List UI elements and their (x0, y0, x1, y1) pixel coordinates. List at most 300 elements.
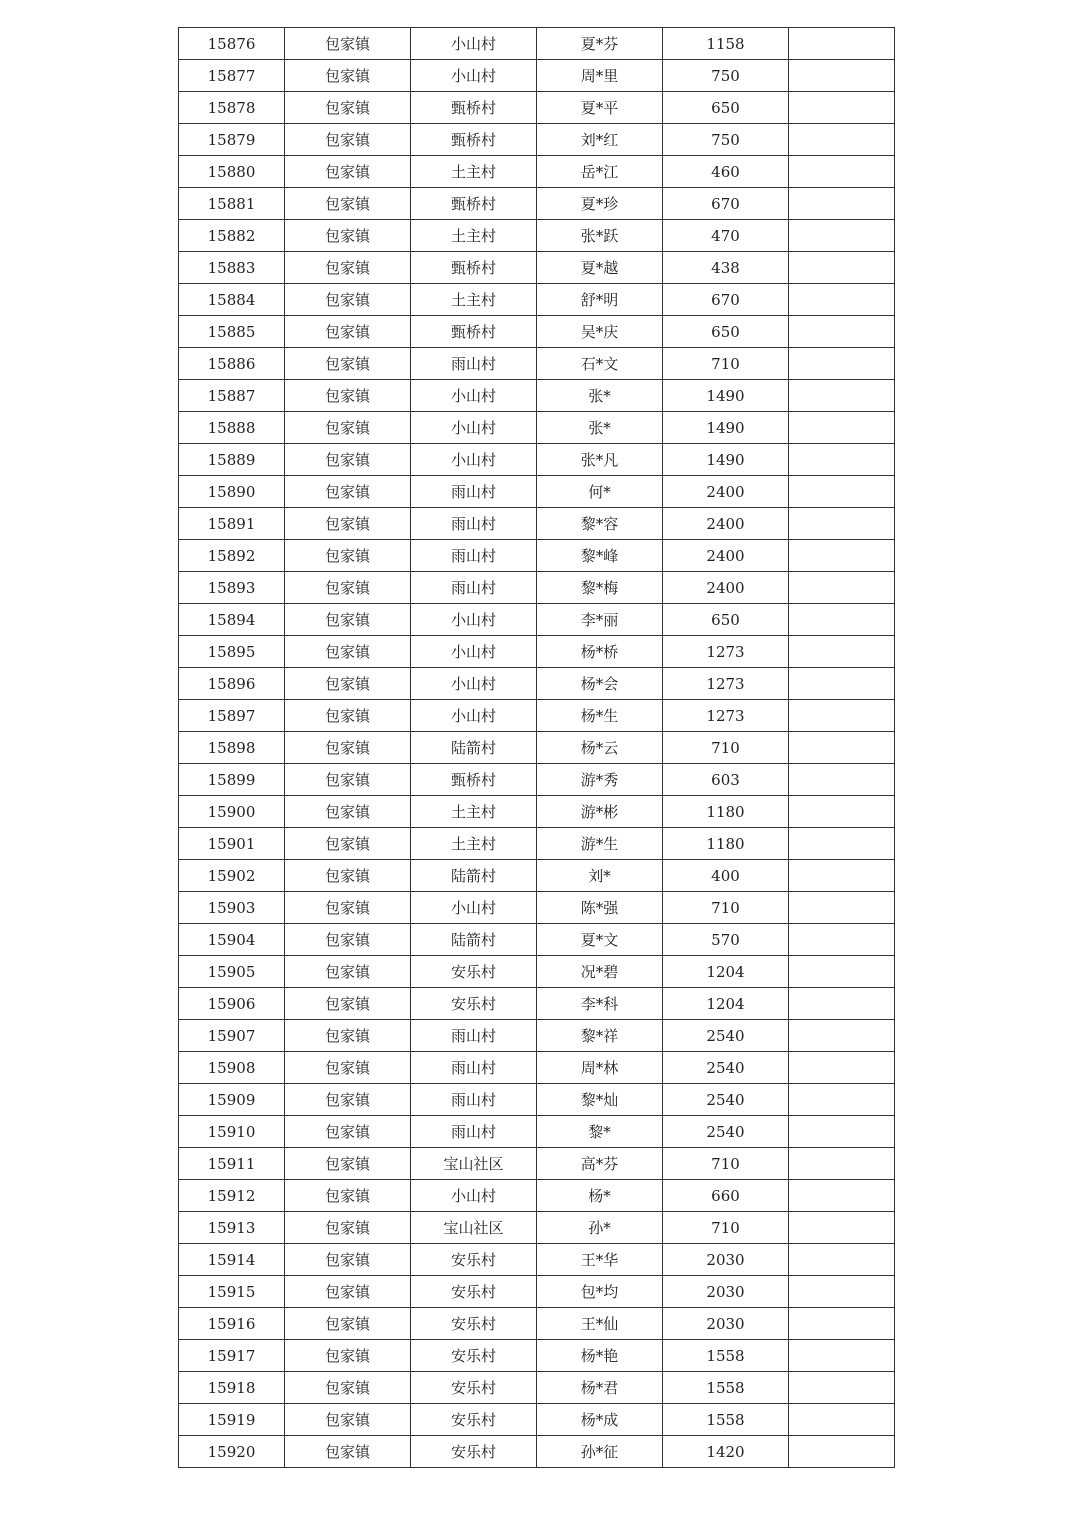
table-row (179, 156, 895, 188)
town-cell: 包家镇 (285, 572, 411, 604)
table-row (179, 1372, 895, 1404)
name-cell: 黎*峰 (537, 540, 663, 572)
name-cell: 吴*庆 (537, 316, 663, 348)
name-cell: 周*林 (537, 1052, 663, 1084)
village-cell: 安乐村 (411, 1244, 537, 1276)
amount-cell: 470 (663, 220, 789, 252)
serial-number-cell: 15909 (179, 1084, 285, 1116)
town-cell: 包家镇 (285, 316, 411, 348)
name-cell: 杨*生 (537, 700, 663, 732)
serial-number-cell: 15902 (179, 860, 285, 892)
serial-number-cell: 15885 (179, 316, 285, 348)
amount-cell: 2030 (663, 1308, 789, 1340)
table-row (179, 220, 895, 252)
name-cell: 夏*文 (537, 924, 663, 956)
table-row (179, 1404, 895, 1436)
remark-cell (789, 284, 895, 316)
village-cell: 小山村 (411, 60, 537, 92)
town-cell: 包家镇 (285, 1084, 411, 1116)
town-cell: 包家镇 (285, 60, 411, 92)
village-cell: 甄桥村 (411, 764, 537, 796)
serial-number-cell: 15892 (179, 540, 285, 572)
name-cell: 陈*强 (537, 892, 663, 924)
name-cell: 刘*红 (537, 124, 663, 156)
amount-cell: 570 (663, 924, 789, 956)
table-row (179, 508, 895, 540)
amount-cell: 1558 (663, 1340, 789, 1372)
village-cell: 安乐村 (411, 1436, 537, 1468)
name-cell: 黎*灿 (537, 1084, 663, 1116)
serial-number-cell: 15896 (179, 668, 285, 700)
name-cell: 杨* (537, 1180, 663, 1212)
serial-number-cell: 15919 (179, 1404, 285, 1436)
name-cell: 包*均 (537, 1276, 663, 1308)
amount-cell: 2540 (663, 1052, 789, 1084)
table-row (179, 476, 895, 508)
remark-cell (789, 540, 895, 572)
town-cell: 包家镇 (285, 540, 411, 572)
table-row (179, 700, 895, 732)
amount-cell: 1204 (663, 988, 789, 1020)
table-row (179, 604, 895, 636)
amount-cell: 1558 (663, 1372, 789, 1404)
name-cell: 黎*祥 (537, 1020, 663, 1052)
table-row (179, 124, 895, 156)
remark-cell (789, 796, 895, 828)
village-cell: 甄桥村 (411, 92, 537, 124)
amount-cell: 660 (663, 1180, 789, 1212)
amount-cell: 1420 (663, 1436, 789, 1468)
table-row (179, 28, 895, 60)
village-cell: 小山村 (411, 444, 537, 476)
table-row (179, 1340, 895, 1372)
table-row (179, 764, 895, 796)
table-row (179, 188, 895, 220)
serial-number-cell: 15879 (179, 124, 285, 156)
town-cell: 包家镇 (285, 732, 411, 764)
name-cell: 高*芬 (537, 1148, 663, 1180)
town-cell: 包家镇 (285, 892, 411, 924)
serial-number-cell: 15914 (179, 1244, 285, 1276)
village-cell: 土主村 (411, 220, 537, 252)
village-cell: 陆箭村 (411, 924, 537, 956)
name-cell: 舒*明 (537, 284, 663, 316)
remark-cell (789, 988, 895, 1020)
remark-cell (789, 1148, 895, 1180)
name-cell: 黎*梅 (537, 572, 663, 604)
amount-cell: 438 (663, 252, 789, 284)
village-cell: 雨山村 (411, 1052, 537, 1084)
amount-cell: 2540 (663, 1084, 789, 1116)
village-cell: 小山村 (411, 380, 537, 412)
town-cell: 包家镇 (285, 700, 411, 732)
town-cell: 包家镇 (285, 1180, 411, 1212)
table-row (179, 924, 895, 956)
town-cell: 包家镇 (285, 1340, 411, 1372)
serial-number-cell: 15907 (179, 1020, 285, 1052)
serial-number-cell: 15912 (179, 1180, 285, 1212)
serial-number-cell: 15915 (179, 1276, 285, 1308)
amount-cell: 603 (663, 764, 789, 796)
table-row (179, 1020, 895, 1052)
table-row (179, 1244, 895, 1276)
remark-cell (789, 1116, 895, 1148)
name-cell: 孙*征 (537, 1436, 663, 1468)
town-cell: 包家镇 (285, 476, 411, 508)
name-cell: 夏*珍 (537, 188, 663, 220)
village-cell: 雨山村 (411, 348, 537, 380)
serial-number-cell: 15908 (179, 1052, 285, 1084)
name-cell: 刘* (537, 860, 663, 892)
town-cell: 包家镇 (285, 1244, 411, 1276)
village-cell: 小山村 (411, 636, 537, 668)
serial-number-cell: 15903 (179, 892, 285, 924)
amount-cell: 750 (663, 60, 789, 92)
serial-number-cell: 15877 (179, 60, 285, 92)
serial-number-cell: 15891 (179, 508, 285, 540)
village-cell: 甄桥村 (411, 124, 537, 156)
remark-cell (789, 156, 895, 188)
name-cell: 况*碧 (537, 956, 663, 988)
name-cell: 黎* (537, 1116, 663, 1148)
village-cell: 安乐村 (411, 1340, 537, 1372)
serial-number-cell: 15897 (179, 700, 285, 732)
serial-number-cell: 15906 (179, 988, 285, 1020)
town-cell: 包家镇 (285, 156, 411, 188)
town-cell: 包家镇 (285, 1404, 411, 1436)
amount-cell: 670 (663, 284, 789, 316)
amount-cell: 2400 (663, 540, 789, 572)
village-cell: 小山村 (411, 412, 537, 444)
remark-cell (789, 380, 895, 412)
amount-cell: 460 (663, 156, 789, 188)
village-cell: 宝山社区 (411, 1148, 537, 1180)
table-row (179, 1308, 895, 1340)
amount-cell: 2540 (663, 1116, 789, 1148)
village-cell: 小山村 (411, 604, 537, 636)
name-cell: 周*里 (537, 60, 663, 92)
table-row (179, 1116, 895, 1148)
remark-cell (789, 956, 895, 988)
village-cell: 安乐村 (411, 956, 537, 988)
town-cell: 包家镇 (285, 92, 411, 124)
town-cell: 包家镇 (285, 828, 411, 860)
serial-number-cell: 15876 (179, 28, 285, 60)
town-cell: 包家镇 (285, 124, 411, 156)
name-cell: 何* (537, 476, 663, 508)
name-cell: 孙* (537, 1212, 663, 1244)
village-cell: 雨山村 (411, 540, 537, 572)
table-row (179, 956, 895, 988)
remark-cell (789, 828, 895, 860)
table-row (179, 732, 895, 764)
amount-cell: 1490 (663, 412, 789, 444)
amount-cell: 650 (663, 604, 789, 636)
remark-cell (789, 700, 895, 732)
name-cell: 夏*越 (537, 252, 663, 284)
amount-cell: 710 (663, 1148, 789, 1180)
remark-cell (789, 1436, 895, 1468)
serial-number-cell: 15910 (179, 1116, 285, 1148)
table-row (179, 1148, 895, 1180)
name-cell: 岳*江 (537, 156, 663, 188)
table-row (179, 860, 895, 892)
serial-number-cell: 15889 (179, 444, 285, 476)
village-cell: 土主村 (411, 796, 537, 828)
remark-cell (789, 252, 895, 284)
town-cell: 包家镇 (285, 988, 411, 1020)
town-cell: 包家镇 (285, 924, 411, 956)
serial-number-cell: 15883 (179, 252, 285, 284)
table-row (179, 636, 895, 668)
serial-number-cell: 15920 (179, 1436, 285, 1468)
name-cell: 杨*君 (537, 1372, 663, 1404)
town-cell: 包家镇 (285, 284, 411, 316)
town-cell: 包家镇 (285, 380, 411, 412)
name-cell: 游*秀 (537, 764, 663, 796)
serial-number-cell: 15880 (179, 156, 285, 188)
village-cell: 安乐村 (411, 1276, 537, 1308)
remark-cell (789, 28, 895, 60)
name-cell: 杨*艳 (537, 1340, 663, 1372)
remark-cell (789, 1308, 895, 1340)
serial-number-cell: 15899 (179, 764, 285, 796)
town-cell: 包家镇 (285, 444, 411, 476)
serial-number-cell: 15882 (179, 220, 285, 252)
table-row (179, 348, 895, 380)
village-cell: 土主村 (411, 828, 537, 860)
serial-number-cell: 15893 (179, 572, 285, 604)
amount-cell: 710 (663, 1212, 789, 1244)
name-cell: 张*跃 (537, 220, 663, 252)
table-row (179, 1276, 895, 1308)
remark-cell (789, 1084, 895, 1116)
serial-number-cell: 15881 (179, 188, 285, 220)
serial-number-cell: 15911 (179, 1148, 285, 1180)
remark-cell (789, 348, 895, 380)
amount-cell: 650 (663, 92, 789, 124)
town-cell: 包家镇 (285, 508, 411, 540)
table-row (179, 1052, 895, 1084)
table-row (179, 540, 895, 572)
remark-cell (789, 476, 895, 508)
serial-number-cell: 15901 (179, 828, 285, 860)
table-row (179, 380, 895, 412)
name-cell: 黎*容 (537, 508, 663, 540)
table-row (179, 796, 895, 828)
town-cell: 包家镇 (285, 668, 411, 700)
name-cell: 夏*平 (537, 92, 663, 124)
table-row (179, 1084, 895, 1116)
table-row (179, 252, 895, 284)
serial-number-cell: 15887 (179, 380, 285, 412)
amount-cell: 2400 (663, 572, 789, 604)
table-row (179, 1212, 895, 1244)
serial-number-cell: 15884 (179, 284, 285, 316)
remark-cell (789, 60, 895, 92)
name-cell: 王*仙 (537, 1308, 663, 1340)
serial-number-cell: 15878 (179, 92, 285, 124)
amount-cell: 710 (663, 892, 789, 924)
remark-cell (789, 892, 895, 924)
village-cell: 土主村 (411, 156, 537, 188)
remark-cell (789, 188, 895, 220)
table-row (179, 828, 895, 860)
remark-cell (789, 860, 895, 892)
remark-cell (789, 604, 895, 636)
amount-cell: 1204 (663, 956, 789, 988)
name-cell: 杨*云 (537, 732, 663, 764)
remark-cell (789, 412, 895, 444)
name-cell: 游*彬 (537, 796, 663, 828)
amount-cell: 710 (663, 348, 789, 380)
town-cell: 包家镇 (285, 1212, 411, 1244)
roster-table-body (179, 28, 895, 1468)
village-cell: 雨山村 (411, 508, 537, 540)
village-cell: 安乐村 (411, 1404, 537, 1436)
amount-cell: 670 (663, 188, 789, 220)
village-cell: 土主村 (411, 284, 537, 316)
village-cell: 小山村 (411, 700, 537, 732)
village-cell: 小山村 (411, 892, 537, 924)
remark-cell (789, 1020, 895, 1052)
table-row (179, 444, 895, 476)
name-cell: 李*丽 (537, 604, 663, 636)
village-cell: 甄桥村 (411, 316, 537, 348)
serial-number-cell: 15905 (179, 956, 285, 988)
name-cell: 王*华 (537, 1244, 663, 1276)
serial-number-cell: 15888 (179, 412, 285, 444)
amount-cell: 1158 (663, 28, 789, 60)
amount-cell: 2400 (663, 508, 789, 540)
amount-cell: 1558 (663, 1404, 789, 1436)
amount-cell: 1490 (663, 380, 789, 412)
town-cell: 包家镇 (285, 796, 411, 828)
village-cell: 雨山村 (411, 1116, 537, 1148)
table-row (179, 668, 895, 700)
amount-cell: 1273 (663, 636, 789, 668)
amount-cell: 1180 (663, 796, 789, 828)
remark-cell (789, 1276, 895, 1308)
name-cell: 张*凡 (537, 444, 663, 476)
amount-cell: 2400 (663, 476, 789, 508)
town-cell: 包家镇 (285, 348, 411, 380)
name-cell: 杨*会 (537, 668, 663, 700)
town-cell: 包家镇 (285, 1148, 411, 1180)
serial-number-cell: 15894 (179, 604, 285, 636)
remark-cell (789, 764, 895, 796)
serial-number-cell: 15918 (179, 1372, 285, 1404)
remark-cell (789, 1212, 895, 1244)
table-row (179, 60, 895, 92)
amount-cell: 2540 (663, 1020, 789, 1052)
town-cell: 包家镇 (285, 1308, 411, 1340)
table-row (179, 92, 895, 124)
village-cell: 陆箭村 (411, 732, 537, 764)
town-cell: 包家镇 (285, 252, 411, 284)
village-cell: 小山村 (411, 1180, 537, 1212)
town-cell: 包家镇 (285, 1276, 411, 1308)
serial-number-cell: 15895 (179, 636, 285, 668)
remark-cell (789, 1404, 895, 1436)
remark-cell (789, 444, 895, 476)
remark-cell (789, 636, 895, 668)
remark-cell (789, 1052, 895, 1084)
table-row (179, 316, 895, 348)
remark-cell (789, 1372, 895, 1404)
name-cell: 李*科 (537, 988, 663, 1020)
village-cell: 安乐村 (411, 988, 537, 1020)
name-cell: 张* (537, 412, 663, 444)
town-cell: 包家镇 (285, 636, 411, 668)
amount-cell: 750 (663, 124, 789, 156)
remark-cell (789, 924, 895, 956)
town-cell: 包家镇 (285, 860, 411, 892)
name-cell: 夏*芬 (537, 28, 663, 60)
village-cell: 甄桥村 (411, 252, 537, 284)
remark-cell (789, 1340, 895, 1372)
amount-cell: 1273 (663, 668, 789, 700)
roster-table (178, 27, 895, 1468)
name-cell: 杨*成 (537, 1404, 663, 1436)
amount-cell: 400 (663, 860, 789, 892)
name-cell: 张* (537, 380, 663, 412)
serial-number-cell: 15886 (179, 348, 285, 380)
amount-cell: 710 (663, 732, 789, 764)
remark-cell (789, 316, 895, 348)
town-cell: 包家镇 (285, 1116, 411, 1148)
serial-number-cell: 15917 (179, 1340, 285, 1372)
amount-cell: 2030 (663, 1244, 789, 1276)
remark-cell (789, 732, 895, 764)
amount-cell: 1180 (663, 828, 789, 860)
village-cell: 安乐村 (411, 1372, 537, 1404)
table-row (179, 1180, 895, 1212)
village-cell: 甄桥村 (411, 188, 537, 220)
serial-number-cell: 15916 (179, 1308, 285, 1340)
amount-cell: 1273 (663, 700, 789, 732)
village-cell: 陆箭村 (411, 860, 537, 892)
amount-cell: 2030 (663, 1276, 789, 1308)
village-cell: 小山村 (411, 668, 537, 700)
village-cell: 安乐村 (411, 1308, 537, 1340)
serial-number-cell: 15890 (179, 476, 285, 508)
town-cell: 包家镇 (285, 1372, 411, 1404)
table-row (179, 1436, 895, 1468)
town-cell: 包家镇 (285, 412, 411, 444)
town-cell: 包家镇 (285, 604, 411, 636)
village-cell: 小山村 (411, 28, 537, 60)
table-row (179, 988, 895, 1020)
remark-cell (789, 1244, 895, 1276)
town-cell: 包家镇 (285, 1052, 411, 1084)
village-cell: 雨山村 (411, 572, 537, 604)
serial-number-cell: 15913 (179, 1212, 285, 1244)
remark-cell (789, 668, 895, 700)
amount-cell: 1490 (663, 444, 789, 476)
name-cell: 杨*桥 (537, 636, 663, 668)
town-cell: 包家镇 (285, 1436, 411, 1468)
village-cell: 宝山社区 (411, 1212, 537, 1244)
remark-cell (789, 1180, 895, 1212)
remark-cell (789, 572, 895, 604)
village-cell: 雨山村 (411, 1020, 537, 1052)
name-cell: 游*生 (537, 828, 663, 860)
town-cell: 包家镇 (285, 764, 411, 796)
serial-number-cell: 15898 (179, 732, 285, 764)
town-cell: 包家镇 (285, 188, 411, 220)
serial-number-cell: 15900 (179, 796, 285, 828)
